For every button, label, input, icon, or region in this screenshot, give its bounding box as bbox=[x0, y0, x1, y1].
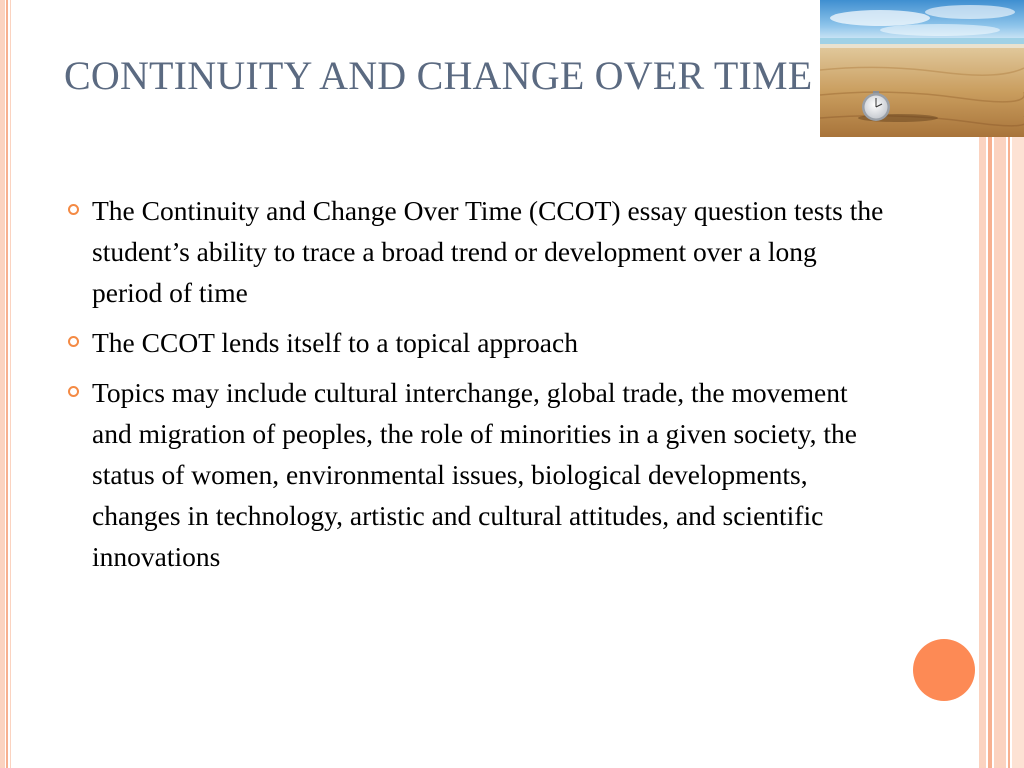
bullet-text: Topics may include cultural interchange, global trade, the movement and migration of peoples, the role of minorities in a given society, the status of women, environmental issues, biological developments, changes in technology, artistic and cultural attitudes, and scientific innovations bbox=[92, 377, 857, 572]
bullet-text: The CCOT lends itself to a topical approach bbox=[92, 327, 578, 358]
right-stripe bbox=[979, 137, 986, 768]
left-stripe bbox=[10, 0, 11, 768]
list-item bbox=[64, 190, 884, 313]
right-stripe bbox=[994, 137, 1006, 768]
slide-title: CONTINUITY AND CHANGE OVER TIME bbox=[64, 53, 813, 98]
list-item bbox=[64, 322, 884, 363]
ring-bullet-icon bbox=[68, 204, 79, 215]
beach-stopwatch-photo bbox=[820, 0, 1024, 137]
list-item bbox=[64, 372, 884, 577]
right-stripe bbox=[1008, 137, 1010, 768]
ring-bullet-icon bbox=[68, 336, 79, 347]
bullet-text: The Continuity and Change Over Time (CCOT) essay question tests the student’s ability to trace a broad trend or development over a long period of time bbox=[92, 195, 884, 308]
left-stripe bbox=[6, 0, 8, 768]
bullet-list bbox=[64, 190, 884, 586]
decorative-circle bbox=[913, 639, 975, 701]
left-stripe bbox=[0, 0, 5, 768]
right-stripe bbox=[988, 137, 992, 768]
right-stripe bbox=[1012, 137, 1024, 768]
ring-bullet-icon bbox=[68, 386, 79, 397]
